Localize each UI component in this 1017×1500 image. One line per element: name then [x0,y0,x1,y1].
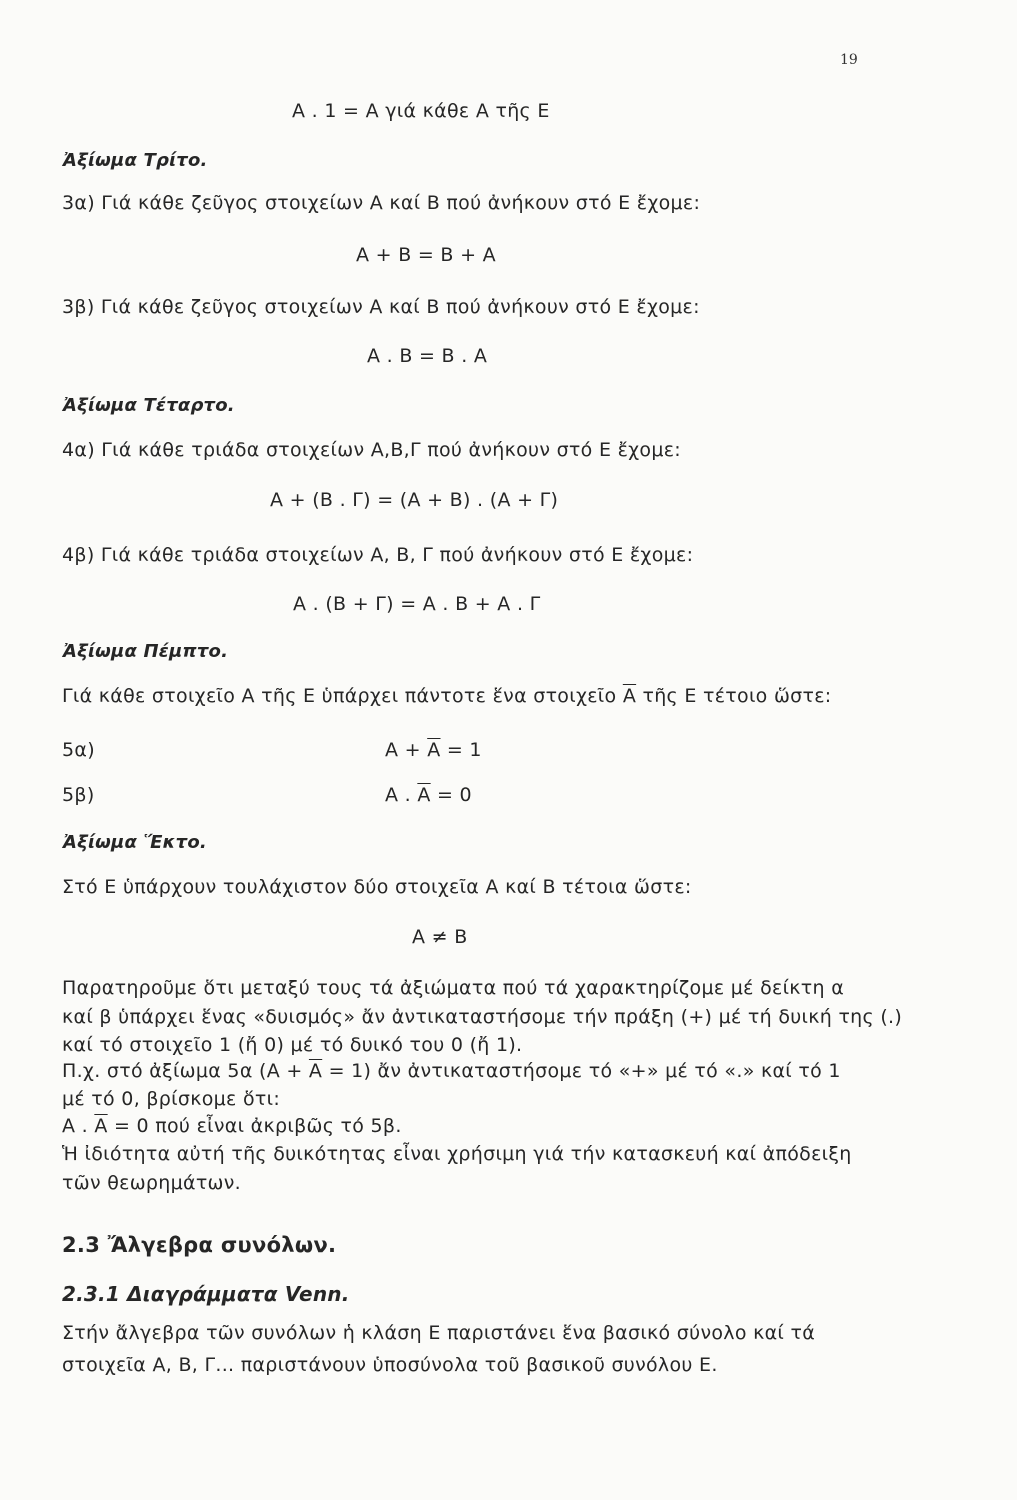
formula-6: Α ≠ Β [412,926,468,948]
formula-3a: Α + Β = Β + Α [356,244,496,266]
complement-symbol: $\overline{A}$ [308,1060,323,1082]
venn-paragraph-line-1: Στήν ἄλγεβρα τῶν συνόλων ἡ κλάση Ε παριστάνει ἕνα βασικό σύνολο καί τά [62,1322,816,1344]
remark-line-6-part1: Α . [62,1115,88,1137]
axiom-4b-text: 4β) Γιά κάθε τριάδα στοιχείων Α, Β, Γ πού ἀνήκουν στό Ε ἔχομε: [62,544,694,566]
remark-line-4-part2: = 1) ἄν ἀντικαταστήσομε τό «+» μέ τό «.» καί τό 1 [328,1060,841,1082]
formula-5b-right: = 0 [436,784,472,806]
section-heading-2-3: 2.3 Ἄλγεβρα συνόλων. [62,1233,337,1257]
page-number: 19 [840,52,858,68]
formula-5a [385,739,482,761]
remark-line-8: τῶν θεωρημάτων. [62,1172,242,1194]
heading-axiom-5: Ἀξίωμα Πέμπτο. [63,641,229,662]
remark-line-4-part1: Π.χ. στό ἀξίωμα 5α (Α + [62,1060,303,1082]
remark-line-1: Παρατηροῦμε ὅτι μεταξύ τους τά ἀξιώματα πού τά χαρακτηρίζομε μέ δείκτη α [62,977,845,999]
remark-line-7: Ἡ ἰδιότητα αὐτή τῆς δυικότητας εἶναι χρήσιμη γιά τήν κατασκευή καί ἀπόδειξη [62,1143,852,1165]
remark-line-3: καί τό στοιχεῖο 1 (ἤ 0) μέ τό δυικό του 0 (ἤ 1). [62,1034,523,1056]
venn-paragraph-line-2: στοιχεῖα Α, Β, Γ... παριστάνουν ὑποσύνολα τοῦ βασικοῦ συνόλου Ε. [62,1354,718,1376]
heading-axiom-6: Ἀξίωμα Ἕκτο. [63,832,207,853]
remark-line-6-part2: = 0 πού εἶναι ἀκριβῶς τό 5β. [113,1115,402,1137]
heading-axiom-4: Ἀξίωμα Τέταρτο. [63,395,235,416]
axiom-3a-text: 3α) Γιά κάθε ζεῦγος στοιχείων Α καί Β πού ἀνήκουν στό Ε ἔχομε: [62,192,701,214]
remark-line-4 [62,1060,841,1082]
heading-axiom-3: Ἀξίωμα Τρίτο. [63,150,208,171]
formula-5a-right: = 1 [446,739,482,761]
axiom-3b-text: 3β) Γιά κάθε ζεῦγος στοιχείων Α καί Β πού ἀνήκουν στό Ε ἔχομε: [62,296,700,318]
formula-5a-left: Α + [385,739,421,761]
complement-symbol: $\overline{A}$ [427,739,441,761]
axiom-6-text: Στό Ε ὑπάρχουν τουλάχιστον δύο στοιχεῖα Α καί Β τέτοια ὥστε: [62,876,692,898]
complement-symbol: $\overline{A}$ [94,1115,108,1137]
formula-5b-left: Α . [385,784,411,806]
remark-line-6 [62,1115,402,1137]
complement-symbol: $\overline{A}$ [417,784,431,806]
formula-4b: Α . (Β + Γ) = Α . Β + Α . Γ [293,593,541,615]
axiom-5-text-part2: τῆς Ε τέτοιο ὥστε: [642,685,832,707]
axiom-5-text [62,685,832,707]
axiom-4a-text: 4α) Γιά κάθε τριάδα στοιχείων Α,Β,Γ πού ἀνήκουν στό Ε ἔχομε: [62,439,682,461]
formula-identity: Α . 1 = Α γιά κάθε Α τῆς Ε [292,100,550,122]
formula-5b [385,784,472,806]
complement-symbol: $\overline{A}$ [622,685,637,707]
remark-line-2: καί β ὑπάρχει ἕνας «δυισμός» ἄν ἀντικαταστήσομε τήν πράξη (+) μέ τή δυική της (.) [62,1006,903,1028]
section-heading-2-3-1: 2.3.1 Διαγράμματα Venn. [62,1282,350,1306]
label-5b: 5β) [62,784,95,806]
label-5a: 5α) [62,739,95,761]
axiom-5-text-part1: Γιά κάθε στοιχεῖο Α τῆς Ε ὑπάρχει πάντοτε ἕνα στοιχεῖο [62,685,617,707]
formula-4a: Α + (Β . Γ) = (Α + Β) . (Α + Γ) [270,489,559,511]
remark-line-5: μέ τό 0, βρίσκομε ὅτι: [62,1088,281,1110]
formula-3b: Α . Β = Β . Α [367,345,488,367]
